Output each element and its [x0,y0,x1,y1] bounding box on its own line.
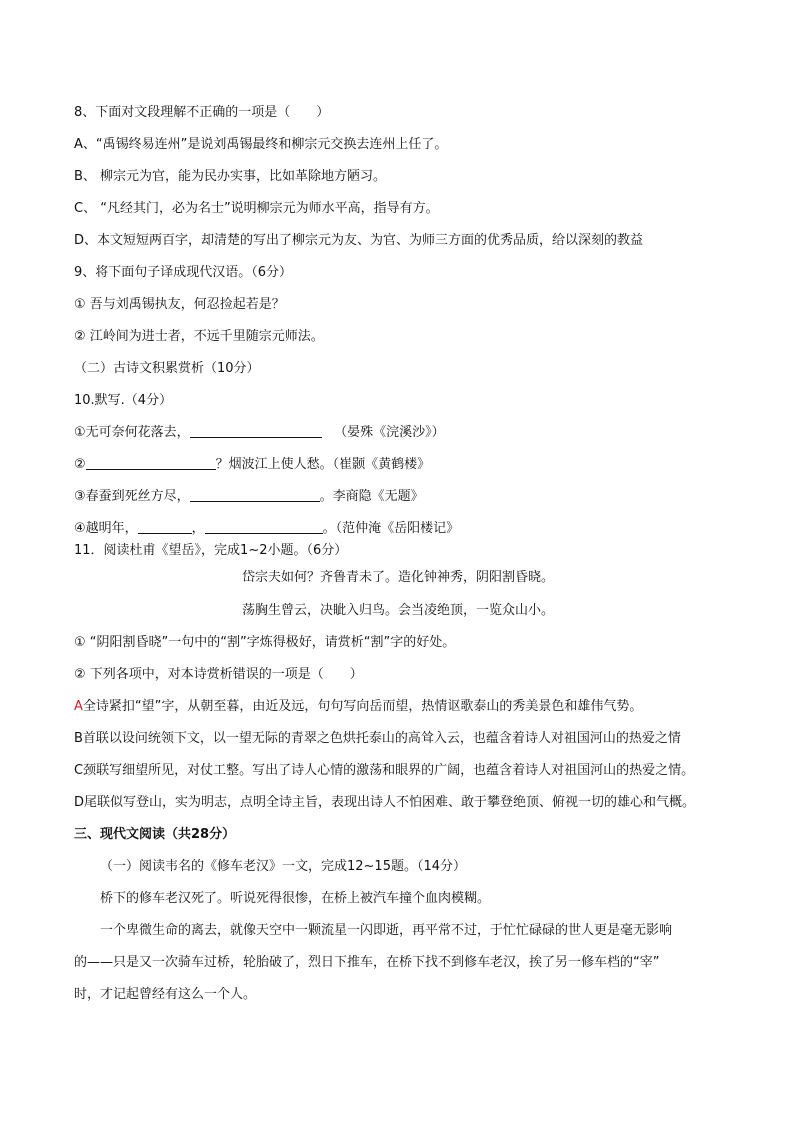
q11-option-a [74,698,642,716]
q11-option-d: D尾联似写登山，实为明志，点明全诗主旨，表现出诗人不怕困难、敢于攀登绝顶、俯视一切的雄心和气概。 [74,795,696,810]
q10-line-4-text: ④越明年， [74,521,138,536]
q11-stem: 11．阅读杜甫《望岳》，完成1~2小题。（6分） [74,543,348,558]
answer-blank [86,456,216,470]
q11-option-a-letter: A [74,699,83,714]
section3-title: 三、现代文阅读（共28分） [74,827,236,842]
answer-blank [190,488,320,502]
q9-sentence-1: ① 吾与刘禹锡执友，何忍捡起若是？ [74,297,285,312]
q11-option-c: C颈联写细望所见，对仗工整。写出了诗人心情的激荡和眼界的广阔，也蕴含着诗人对祖国河山的热爱之情。 [74,763,695,778]
poem-line-2: 荡胸生曾云，决眦入归鸟。会当凌绝顶，一览众山小。 [242,603,555,618]
q11-option-b: B首联以设问统领下文，以一望无际的青翠之色烘托泰山的高耸入云，也蕴含着诗人对祖国河山的热爱之情 [74,731,681,746]
q9-sentence-2: ② 江岭间为进士者，不远千里随宗元师法。 [74,329,324,344]
q10-line-3 [74,488,424,506]
answer-blank [138,520,192,534]
reading-intro: （一）阅读韦名的《修车老汉》一文，完成12~15题。（14分） [100,859,467,874]
q11-sub-2: ② 下列各项中，对本诗赏析错误的一项是（ ） [74,667,363,682]
q10-line-1 [74,424,445,442]
q8-option-b: B、 柳宗元为官，能为民办实事，比如革除地方陋习。 [74,169,387,184]
section2-title: （二）古诗文积累赏析（10分） [74,361,260,376]
reading-paragraph-1: 桥下的修车老汉死了。听说死得很惨，在桥上被汽车撞个血肉模糊。 [100,891,491,906]
q9-stem: 9、将下面句子译成现代汉语。（6分） [74,265,293,280]
poem-line-1: 岱宗夫如何？齐鲁青未了。造化钟神秀，阴阳割昏晓。 [242,570,555,585]
q10-stem: 10.默写.（4分） [74,393,173,408]
q10-line-4-comma: ， [191,521,205,536]
q10-line-2 [74,456,430,474]
q10-line-4-source: 。（范仲淹《岳阳楼记》 [322,521,460,536]
q10-line-2-source: ？烟波江上使人愁。（崔颢《黄鹤楼》 [215,457,431,472]
reading-paragraph-2-line-3: 时，才记起曾经有这么一个人。 [74,987,257,1002]
q8-option-a: A、“禹锡终易连州”是说刘禹锡最终和柳宗元交换去连州上任了。 [74,137,448,152]
q10-line-2-text: ② [74,457,86,472]
answer-blank [205,520,323,534]
q8-option-c: C、 “凡经其门，必为名士”说明柳宗元为师水平高，指导有方。 [74,201,439,216]
q10-line-1-text: ①无可奈何花落去， [74,425,190,440]
q10-line-1-source: （晏殊《浣溪沙》） [334,425,445,440]
q11-option-a-text: 全诗紧扣“望”字，从朝至暮，由近及远，句句写向岳而望，热情讴歌泰山的秀美景色和雄伟气势。 [82,699,643,714]
q10-line-3-source: 。李商隐《无题》 [319,489,424,504]
answer-blank [190,424,322,438]
reading-paragraph-2-line-2: 的——只是又一次骑车过桥，轮胎破了，烈日下推车，在桥下找不到修车老汉，挨了另一修车档的“宰” [74,955,660,970]
q10-line-4 [74,520,459,538]
q10-line-3-text: ③春蚕到死丝方尽， [74,489,190,504]
q8-option-d: D、本文短短两百字，却清楚的写出了柳宗元为友、为官、为师三方面的优秀品质，给以深刻的教益 [74,233,644,248]
q8-stem: 8、下面对文段理解不正确的一项是（ ） [74,105,330,120]
q11-sub-1: ① “阴阳割昏晓”一句中的“割”字炼得极好，请赏析“割”字的好处。 [74,635,456,650]
reading-paragraph-2-line-1: 一个卑微生命的离去，就像天空中一颗流星一闪即逝，再平常不过，于忙忙碌碌的世人更是毫无影响 [100,923,673,938]
